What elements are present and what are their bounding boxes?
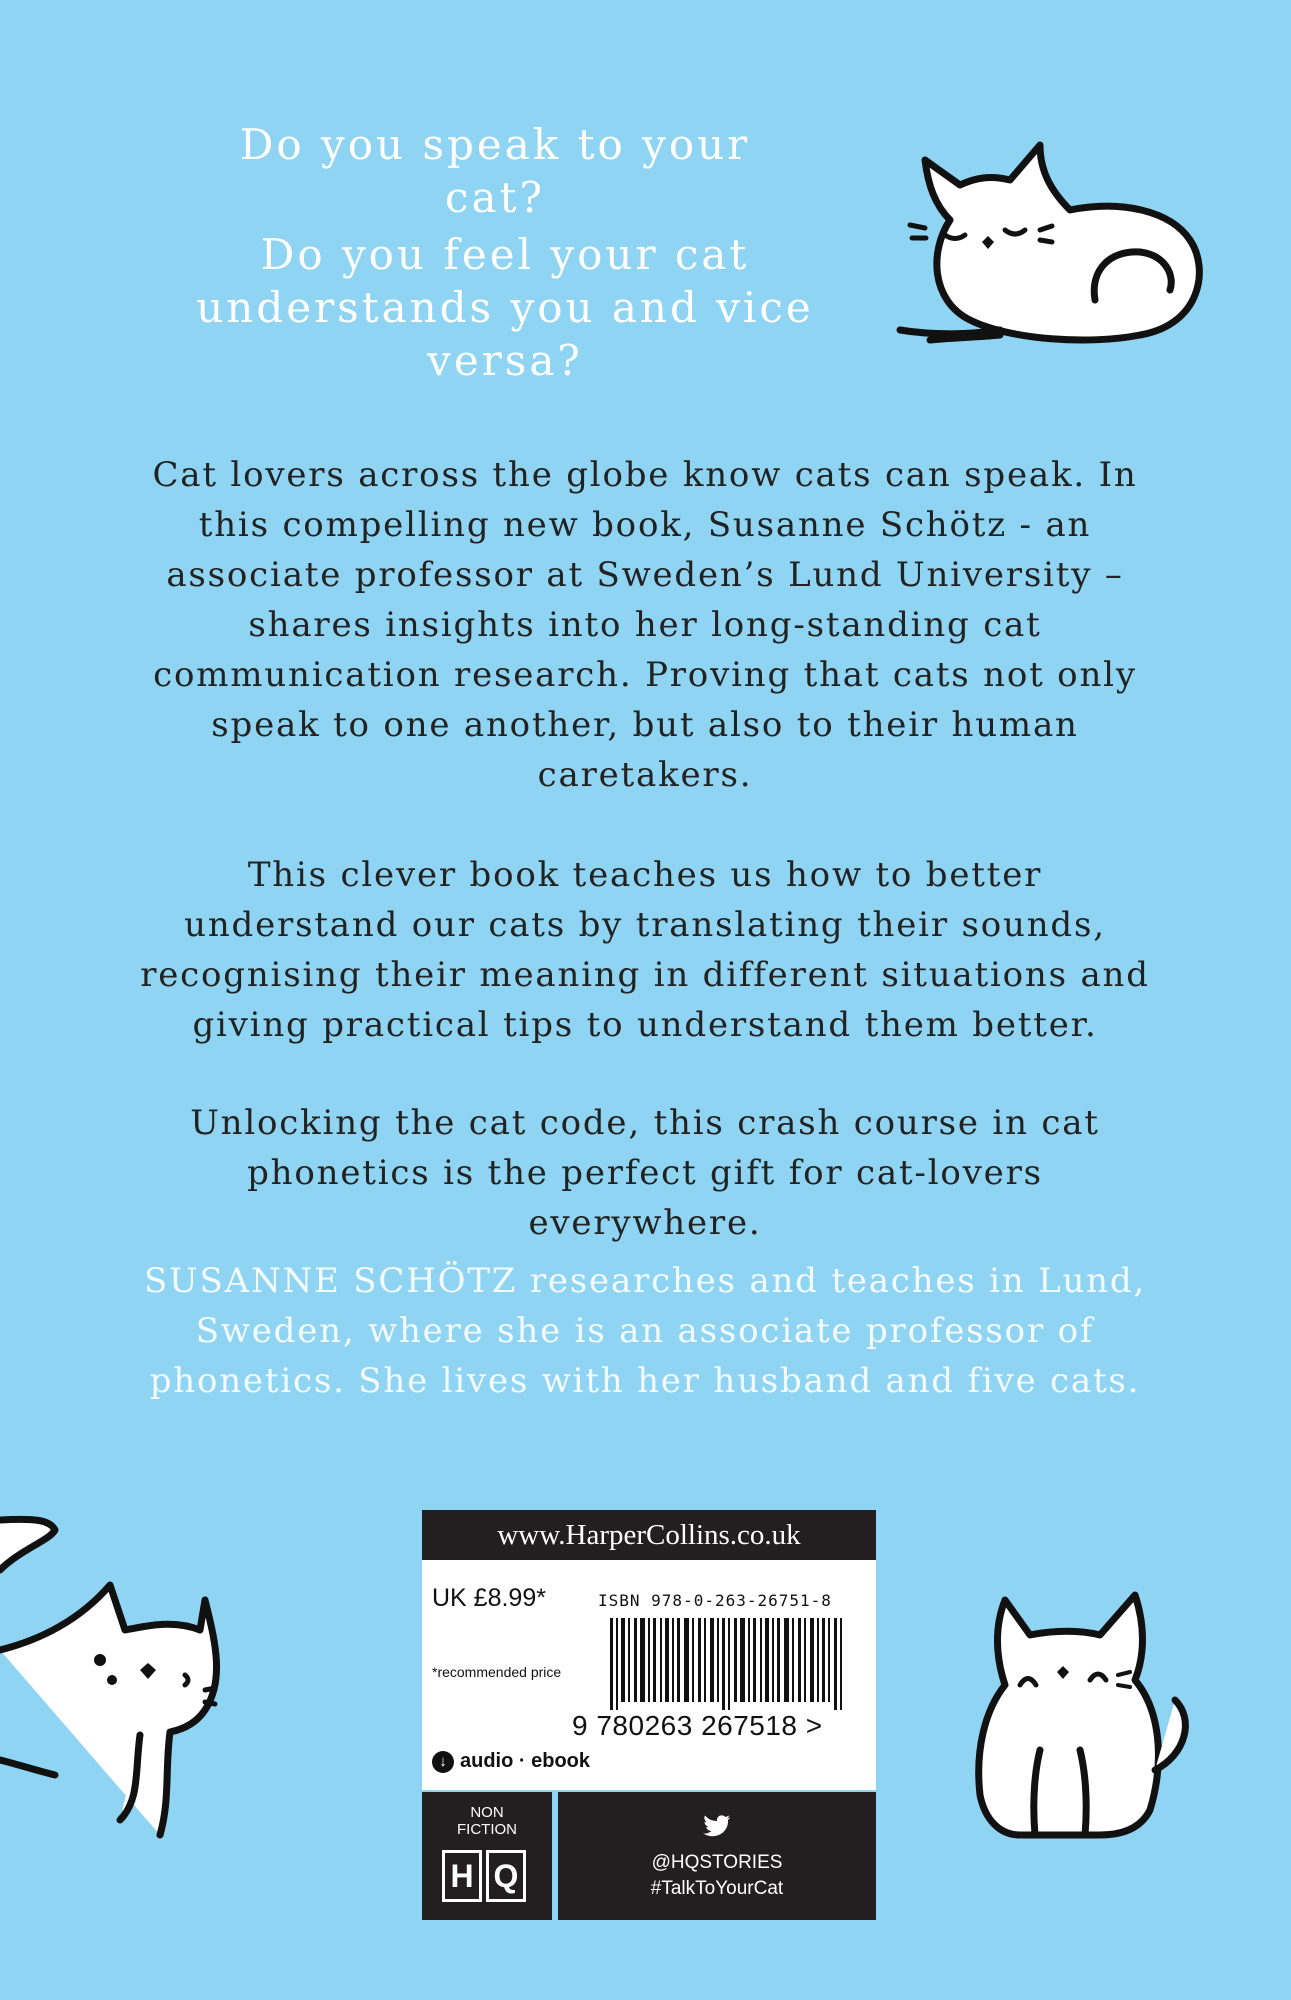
formats-text: audio · ebook [460, 1750, 590, 1772]
twitter-handle[interactable]: @HQSTORIES [651, 1852, 783, 1873]
barcode-graphic [610, 1618, 860, 1710]
hq-logo [442, 1850, 526, 1902]
price-label: UK £8.99* [432, 1584, 546, 1612]
author-bio-text: researches and teaches in Lund, Sweden, where she is an associate professor of phonetics. She lives with her husband and five cats. [149, 1261, 1147, 1401]
description-paragraph-1: Cat lovers across the globe know cats can speak. In this compelling new book, Susanne Schötz - an associate professor at Sweden’s Lund University – shares insights into her long-standing cat communication research. Proving that cats not only speak to one another, but also to their human caretakers. [152, 455, 1138, 795]
publisher-logo-box [422, 1792, 552, 1920]
sleeping-cat-illustration [890, 130, 1220, 370]
genre-label [422, 1804, 552, 1838]
publisher-url[interactable]: www.HarperCollins.co.uk [422, 1510, 876, 1560]
author-name: SUSANNE SCHÖTZ [143, 1261, 518, 1301]
description-paragraph-2: This clever book teaches us how to better understand our cats by translating their sounds, recognising their meaning in different situations and giving practical tips to understand them better. [140, 855, 1150, 1045]
back-cover-panel [422, 1510, 876, 1920]
genre-text: NON FICTION [457, 1804, 517, 1838]
twitter-bird-icon[interactable] [703, 1814, 731, 1838]
hq-logo-letter-h: H [442, 1850, 482, 1902]
question-understand: Do you feel your cat understands you and vice versa? [196, 230, 814, 385]
standing-cat-illustration [0, 1510, 230, 1850]
hq-logo-letter-q: Q [486, 1850, 526, 1902]
isbn-label: ISBN 978-0-263-26751-8 [598, 1591, 832, 1610]
download-icon: ↓ [432, 1751, 454, 1773]
question-speak: Do you speak to your cat? [239, 120, 751, 222]
barcode-number: 9 780263 267518 > [572, 1710, 823, 1741]
author-bio [140, 1256, 1150, 1406]
formats-label [432, 1750, 590, 1773]
recommended-price-note: *recommended price [432, 1664, 562, 1680]
hashtag[interactable]: #TalkToYourCat [650, 1878, 784, 1899]
social-box [558, 1792, 876, 1920]
sitting-cat-illustration [960, 1580, 1210, 1850]
barcode-box [422, 1560, 876, 1790]
description-paragraph-3: Unlocking the cat code, this crash course in cat phonetics is the perfect gift for cat-lovers everywhere. [190, 1103, 1100, 1243]
